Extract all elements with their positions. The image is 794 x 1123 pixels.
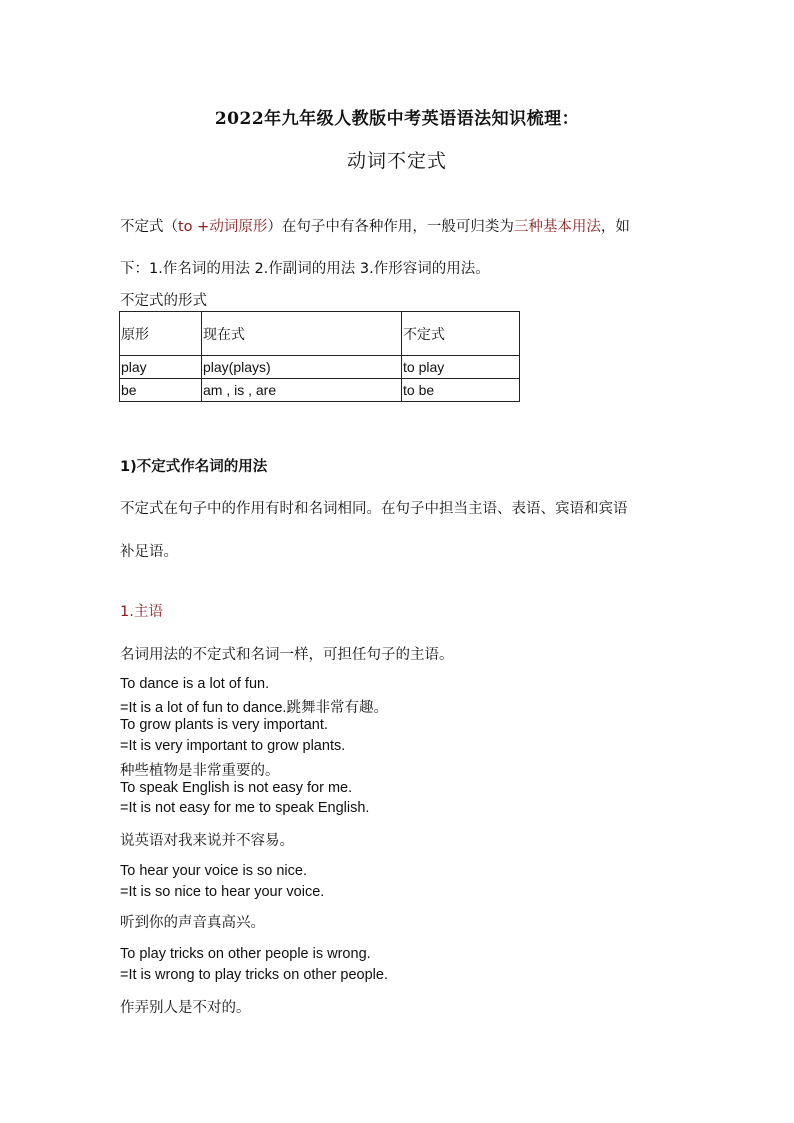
intro-text: 不定式（ [120,219,178,235]
table-cell: be [120,379,202,402]
example-sentence: =It is very important to grow plants. [120,738,346,754]
intro-highlight-form: to +动词原形 [178,219,268,235]
intro-paragraph-line1 [120,215,630,236]
example-sentence: =It is not easy for me to speak English. [120,800,370,816]
example-sentence: To speak English is not easy for me. [120,780,353,796]
document-title: 2022年九年级人教版中考英语语法知识梳理： [214,109,580,129]
table-header-cell: 不定式 [402,312,520,356]
intro-text: ，如 [600,219,630,235]
table-row [120,356,520,379]
subsection-intro: 名词用法的不定式和名词一样，可担任句子的主语。 [120,647,454,663]
example-sentence: To play tricks on other people is wrong. [120,946,371,962]
table-header-cell: 原形 [120,312,202,356]
table-row [120,379,520,402]
table-cell: to play [402,356,520,379]
example-sentence: =It is wrong to play tricks on other people. [120,967,388,983]
example-sentence: To hear your voice is so nice. [120,863,307,879]
table-header-cell: 现在式 [202,312,402,356]
example-translation: 种些植物是非常重要的。 [120,763,280,779]
example-sentence: To dance is a lot of fun. [120,676,270,692]
example-translation: 听到你的声音真高兴。 [120,915,265,931]
intro-paragraph-line2: 下：1.作名词的用法 2.作副词的用法 3.作形容词的用法。 [120,261,490,277]
table-cell: to be [402,379,520,402]
section-paragraph-line2: 补足语。 [120,544,178,560]
example-sentence: To grow plants is very important. [120,717,328,733]
document-subtitle: 动词不定式 [346,150,447,172]
subsection-heading: 1.主语 [120,604,163,620]
example-sentence: =It is a lot of fun to dance.跳舞非常有趣。 [120,700,388,716]
example-translation: 说英语对我来说并不容易。 [120,833,294,849]
table-cell: play [120,356,202,379]
infinitive-forms-table [119,311,520,402]
section-heading: 1)不定式作名词的用法 [120,459,268,475]
example-translation: 作弄别人是不对的。 [120,1000,251,1016]
table-cell: play(plays) [202,356,402,379]
intro-text: ）在句子中有各种作用，一般可归类为 [267,219,514,235]
section-paragraph-line1: 不定式在句子中的作用有时和名词相同。在句子中担当主语、表语、宾语和宾语 [120,501,628,517]
example-sentence: =It is so nice to hear your voice. [120,884,325,900]
table-caption: 不定式的形式 [120,293,207,309]
intro-highlight-usages: 三种基本用法 [513,219,601,235]
table-header-row [120,312,520,356]
table-cell: am , is , are [202,379,402,402]
